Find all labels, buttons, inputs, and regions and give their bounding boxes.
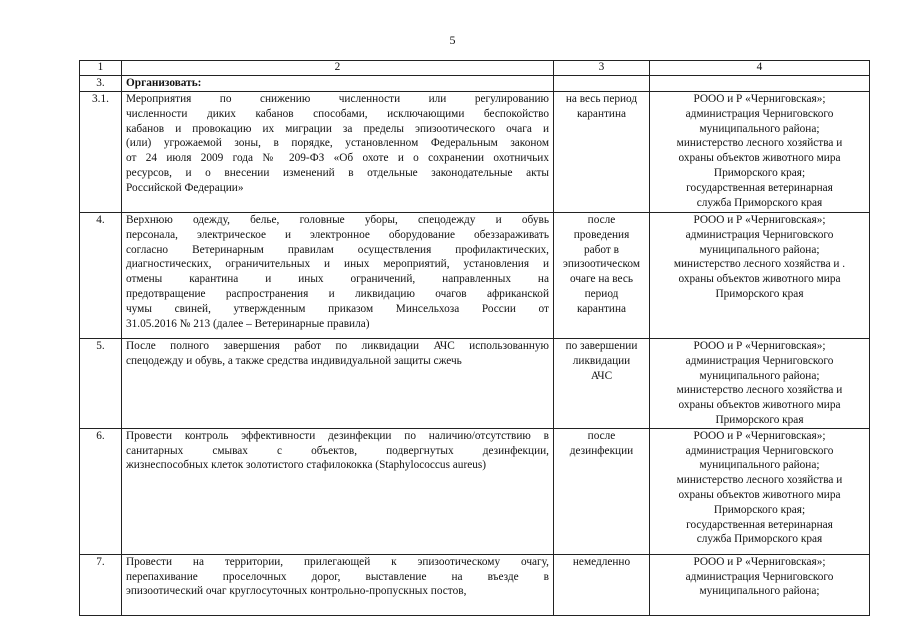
description-line: диагностических, ограничительных и иных мероприятий, установления и: [126, 258, 549, 271]
responsible-line: Приморского края: [715, 413, 804, 426]
row-term: [554, 92, 650, 213]
responsible-line: государственная ветеринарная: [686, 518, 833, 531]
row-term: [554, 428, 650, 554]
responsible-line: муниципального района;: [699, 243, 820, 256]
description-line: спецодежду и обувь, а также средства индивидуальной защиты сжечь: [126, 354, 462, 367]
term-line: на весь период: [565, 93, 638, 105]
row-description: [122, 554, 554, 615]
description-line: кабанов и провокацию их миграции за пределы эпизоотического очага и: [126, 122, 549, 135]
table-row: [80, 92, 870, 213]
term-line: карантина: [576, 302, 627, 315]
table-row: [80, 339, 870, 429]
responsible-line: муниципального района;: [699, 459, 820, 472]
responsible-line: РООО и Р «Черниговская»;: [693, 555, 826, 568]
table-row: [80, 554, 870, 615]
description-line: Провести контроль эффективности дезинфекции по наличию/отсутствию в: [126, 429, 549, 442]
section-empty-cell: [650, 76, 870, 92]
responsible-line: охраны объектов животного мира: [678, 488, 841, 501]
row-description: [122, 92, 554, 213]
responsible-line: министерство лесного хозяйства и: [676, 137, 843, 150]
responsible-line: РООО и Р «Черниговская»;: [693, 429, 826, 442]
responsible-line: министерство лесного хозяйства и: [676, 474, 843, 487]
description-line: санитарных смывах с объектов, подвергнутых дезинфекции,: [126, 444, 549, 457]
description-line: (или) угрожаемой зоны, в порядке, установленном Федеральным законом: [126, 137, 549, 150]
row-description: [122, 213, 554, 339]
description-line: численности диких кабанов способами, исключающими беспокойство: [126, 107, 549, 120]
term-line: после: [587, 429, 616, 442]
table-header-row: [80, 61, 870, 76]
responsible-line: охраны объектов животного мира: [678, 399, 841, 412]
table-row: [80, 428, 870, 554]
term-line: карантина: [576, 107, 627, 120]
responsible-line: служба Приморского края: [696, 533, 823, 546]
description-line: отмены карантина и иных ограничений, направленных на: [126, 273, 549, 286]
term-line: проведения: [573, 228, 630, 241]
responsible-line: РООО и Р «Черниговская»;: [693, 214, 826, 226]
description-line: ресурсов, и о внесении изменений в отдельные законодательные акты: [126, 166, 549, 179]
term-line: ликвидации: [572, 354, 631, 367]
term-line: очаге на весь: [570, 273, 633, 286]
header-col-4: 4: [650, 61, 870, 76]
term-line: немедленно: [572, 555, 631, 568]
row-responsible: [650, 92, 870, 213]
responsible-line: охраны объектов животного мира: [678, 152, 841, 165]
row-description: [122, 339, 554, 429]
row-number: 6.: [80, 428, 122, 554]
term-line: работ в: [583, 243, 619, 256]
term-line: период: [584, 287, 619, 300]
row-term: [554, 213, 650, 339]
responsible-line: государственная ветеринарная: [686, 181, 833, 194]
responsible-line: служба Приморского края: [696, 196, 823, 209]
row-number: 5.: [80, 339, 122, 429]
description-line: перепахивание проселочных дорог, выставление на въезде в: [126, 570, 549, 583]
responsible-line: муниципального района;: [699, 585, 820, 598]
description-line: чумы свиней, утвержденным приказом Минсельхоза России от: [126, 302, 549, 315]
term-line: эпизоотическом: [563, 258, 640, 271]
section-number: 3.: [80, 76, 122, 92]
description-line: от 24 июля 2009 года № 209-ФЗ «Об охоте и о сохранении охотничьих: [126, 152, 549, 165]
responsible-line: Приморского края;: [713, 503, 806, 516]
row-responsible: [650, 213, 870, 339]
section-empty-cell: [554, 76, 650, 92]
row-number: 3.1.: [80, 92, 122, 213]
row-term: [554, 554, 650, 615]
responsible-line: администрация Черниговского: [685, 444, 834, 457]
responsible-line: охраны объектов животного мира: [678, 273, 841, 286]
description-line: Провести на территории, прилегающей к эпизоотическому очагу,: [126, 555, 549, 568]
description-line: 31.05.2016 № 213 (далее – Ветеринарные правила): [126, 317, 370, 330]
header-col-3: 3: [554, 61, 650, 76]
responsible-line: министерство лесного хозяйства и .: [673, 258, 846, 271]
row-responsible: [650, 428, 870, 554]
responsible-line: Приморского края;: [713, 166, 806, 179]
responsible-line: администрация Черниговского: [685, 228, 834, 241]
row-term: [554, 339, 650, 429]
term-line: АЧС: [590, 369, 613, 382]
page-number: 5: [449, 33, 456, 47]
description-line: Верхнюю одежду, белье, головные уборы, спецодежду и обувь: [126, 214, 549, 226]
term-line: дезинфекции: [569, 444, 634, 457]
description-line: персонала, электрическое и электронное оборудование обеззараживать: [126, 228, 549, 241]
row-number: 4.: [80, 213, 122, 339]
responsible-line: администрация Черниговского: [685, 354, 834, 367]
description-line: жизнеспособных клеток золотистого стафилококка (Staphylococcus aureus): [126, 459, 487, 472]
table-row: [80, 213, 870, 339]
description-line: После полного завершения работ по ликвидации АЧС использованную: [126, 340, 549, 352]
header-col-2: 2: [122, 61, 554, 76]
responsible-line: муниципального района;: [699, 122, 820, 135]
responsible-line: Приморского края: [715, 287, 804, 300]
section-row: [80, 76, 870, 92]
responsible-line: муниципального района;: [699, 369, 820, 382]
row-number: 7.: [80, 554, 122, 615]
responsible-line: РООО и Р «Черниговская»;: [693, 93, 826, 105]
header-col-1: 1: [80, 61, 122, 76]
row-responsible: [650, 339, 870, 429]
section-title: Организовать:: [122, 76, 554, 92]
description-line: Российской Федерации»: [126, 181, 244, 194]
measures-table: [79, 60, 870, 616]
row-description: [122, 428, 554, 554]
responsible-line: администрация Черниговского: [685, 107, 834, 120]
description-line: Мероприятия по снижению численности или регулированию: [126, 93, 549, 105]
description-line: эпизоотический очаг круглосуточных контрольно-пропускных постов,: [126, 585, 467, 598]
description-line: согласно Ветеринарным правилам осуществления профилактических,: [126, 243, 549, 256]
responsible-line: министерство лесного хозяйства и: [676, 384, 843, 397]
description-line: предотвращение распространения и ликвидацию очагов африканской: [126, 287, 549, 300]
responsible-line: РООО и Р «Черниговская»;: [693, 340, 826, 352]
term-line: после: [587, 214, 616, 226]
row-responsible: [650, 554, 870, 615]
responsible-line: администрация Черниговского: [685, 570, 834, 583]
term-line: по завершении: [565, 340, 638, 352]
